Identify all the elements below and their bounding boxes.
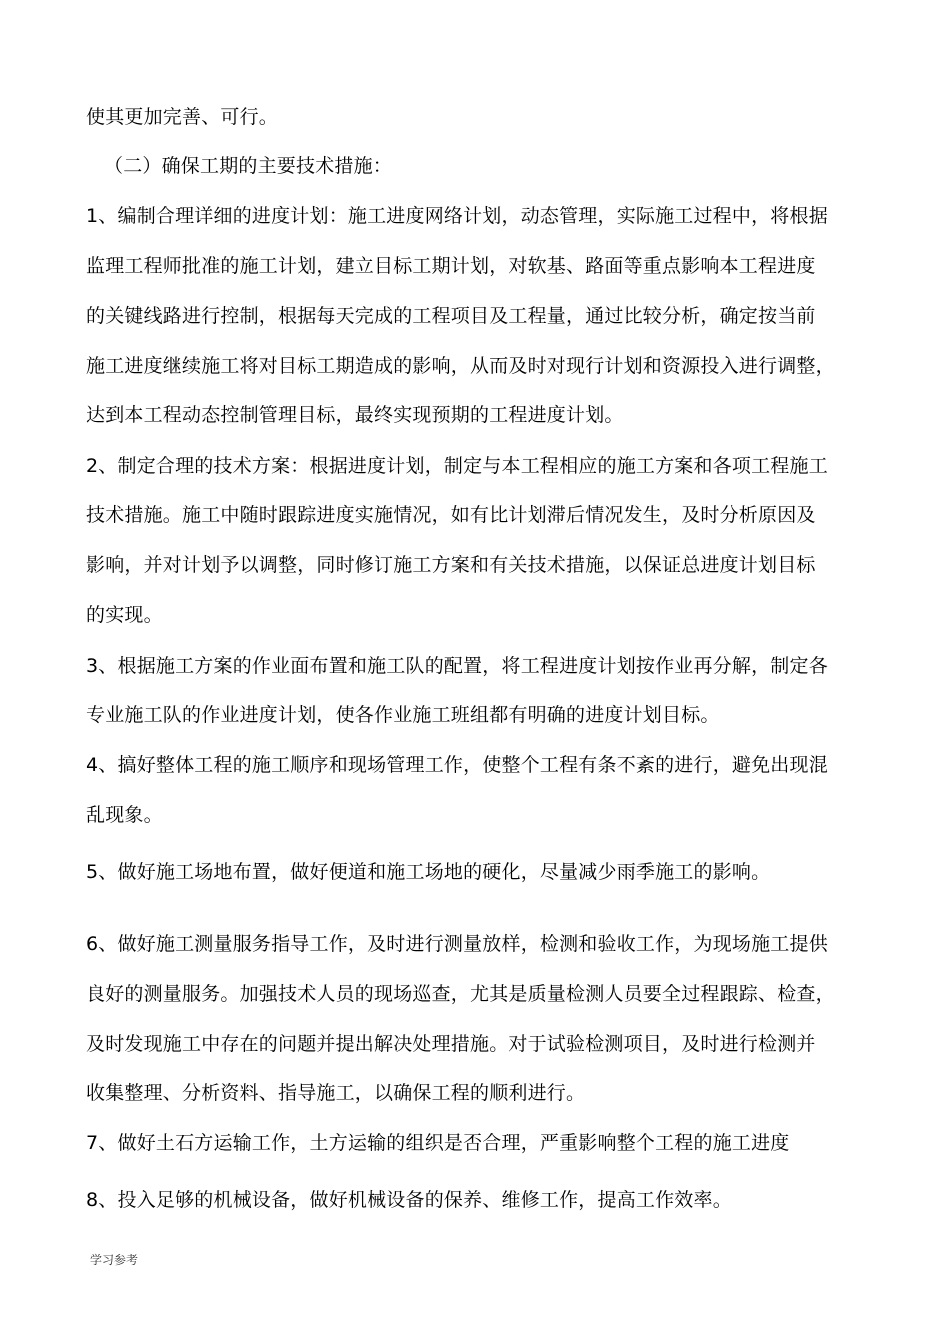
text-line: 良好的测量服务。加强技术人员的现场巡查，尤其是质量检测人员要全过程跟踪、检查， — [86, 983, 835, 1005]
text-line: 达到本工程动态控制管理目标，最终实现预期的工程进度计划。 — [86, 404, 624, 426]
text-line: 5、做好施工场地布置，做好便道和施工场地的硬化，尽量减少雨季施工的影响。 — [86, 861, 771, 883]
text-line: 乱现象。 — [86, 804, 163, 826]
text-line: 7、做好土石方运输工作，土方运输的组织是否合理，严重影响整个工程的施工进度 — [86, 1132, 790, 1154]
text-line: 收集整理、分析资料、指导施工，以确保工程的顺利进行。 — [86, 1082, 586, 1104]
text-line: 的关键线路进行控制，根据每天完成的工程项目及工程量，通过比较分析，确定按当前 — [86, 305, 816, 327]
text-line: 2、制定合理的技术方案：根据进度计划，制定与本工程相应的施工方案和各项工程施工 — [86, 455, 828, 477]
text-line: 的实现。 — [86, 604, 163, 626]
text-line: 8、投入足够的机械设备，做好机械设备的保养、维修工作，提高工作效率。 — [86, 1189, 732, 1211]
text-line: 施工进度继续施工将对目标工期造成的影响，从而及时对现行计划和资源投入进行调整， — [86, 355, 835, 377]
section-heading: （二）确保工期的主要技术措施： — [104, 155, 393, 177]
text-line: 监理工程师批准的施工计划，建立目标工期计划，对软基、路面等重点影响本工程进度 — [86, 255, 816, 277]
text-line: 及时发现施工中存在的问题并提出解决处理措施。对于试验检测项目，及时进行检测并 — [86, 1033, 816, 1055]
text-line: 1、编制合理详细的进度计划：施工进度网络计划，动态管理，实际施工过程中，将根据 — [86, 205, 828, 227]
text-line: 技术措施。施工中随时跟踪进度实施情况，如有比计划滞后情况发生，及时分析原因及 — [86, 504, 816, 526]
text-line: 6、做好施工测量服务指导工作，及时进行测量放样，检测和验收工作，为现场施工提供 — [86, 933, 828, 955]
text-line: 4、搞好整体工程的施工顺序和现场管理工作，使整个工程有条不紊的进行，避免出现混 — [86, 754, 828, 776]
text-line: 影响，并对计划予以调整，同时修订施工方案和有关技术措施，以保证总进度计划目标 — [86, 554, 816, 576]
text-line: 3、根据施工方案的作业面布置和施工队的配置，将工程进度计划按作业再分解，制定各 — [86, 655, 828, 677]
page-footer: 学习参考 — [90, 1253, 139, 1267]
text-line: 使其更加完善、可行。 — [86, 106, 279, 128]
text-line: 专业施工队的作业进度计划，使各作业施工班组都有明确的进度计划目标。 — [86, 704, 720, 726]
